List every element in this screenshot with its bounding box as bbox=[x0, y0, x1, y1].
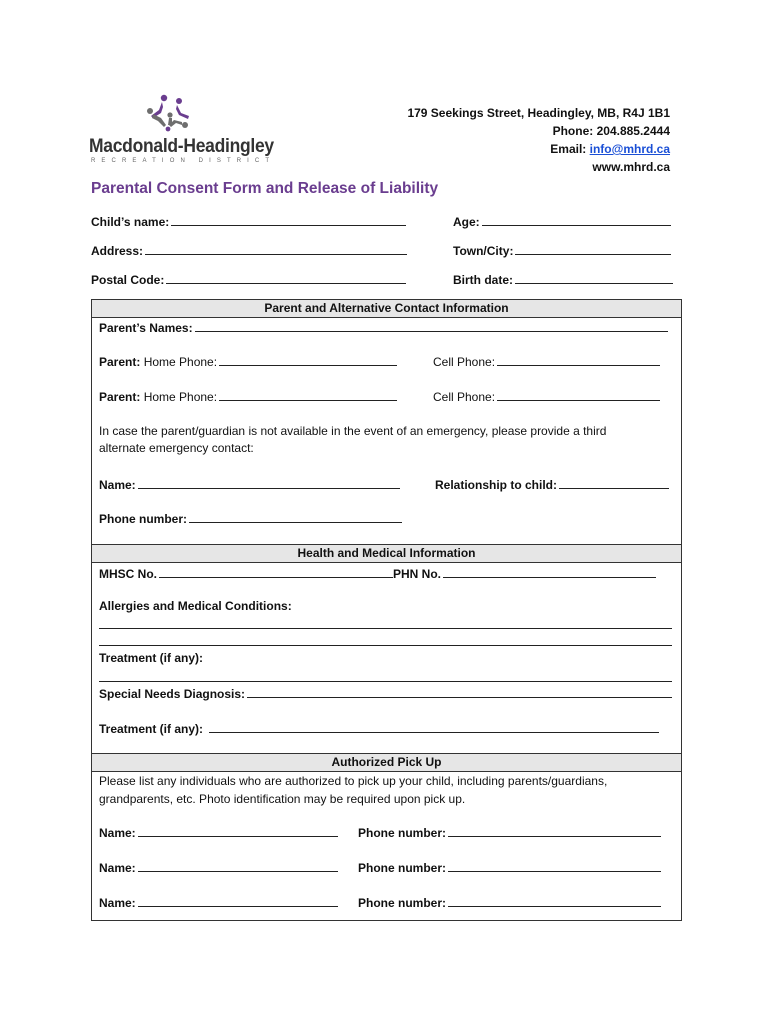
pickup-phone-field-2[interactable] bbox=[358, 860, 661, 876]
town-line[interactable] bbox=[515, 243, 671, 255]
special-needs-field[interactable] bbox=[99, 686, 672, 702]
phn-label: PHN No. bbox=[393, 567, 441, 581]
pickup-heading: Authorized Pick Up bbox=[92, 754, 681, 772]
org-name: Macdonald-Headingley bbox=[89, 136, 274, 157]
parent1-label: Parent: bbox=[99, 355, 141, 369]
allergies-line-2[interactable] bbox=[99, 645, 672, 646]
emergency-phone-field[interactable] bbox=[99, 511, 402, 527]
parent1-cell-phone-field[interactable] bbox=[433, 354, 660, 370]
parent2-label: Parent: bbox=[99, 390, 141, 404]
health-heading: Health and Medical Information bbox=[92, 545, 681, 563]
parent1-cell-label: Cell Phone: bbox=[433, 355, 496, 369]
pickup-instructions-2: grandparents, etc. Photo identification may be required upon pick up. bbox=[99, 792, 466, 806]
parent2-cell-phone-field[interactable] bbox=[433, 389, 660, 405]
pickup-name-field-2[interactable] bbox=[99, 860, 338, 876]
birth-line[interactable] bbox=[515, 272, 673, 284]
pickup-phone-label-2: Phone number: bbox=[358, 861, 447, 875]
pickup-phone-field-1[interactable] bbox=[358, 825, 661, 841]
pickup-name-line-1[interactable] bbox=[138, 825, 338, 837]
pickup-name-label-3: Name: bbox=[99, 896, 136, 910]
parents-names-label: Parent’s Names: bbox=[99, 321, 193, 335]
relationship-field[interactable] bbox=[435, 477, 669, 493]
org-tagline: RECREATION DISTRICT bbox=[91, 158, 276, 164]
pickup-phone-field-3[interactable] bbox=[358, 895, 661, 911]
parent1-home-line[interactable] bbox=[219, 354, 397, 366]
postal-field[interactable] bbox=[91, 272, 406, 288]
pickup-phone-line-2[interactable] bbox=[448, 860, 661, 872]
parent1-cell-line[interactable] bbox=[497, 354, 660, 366]
mhsc-field[interactable] bbox=[99, 566, 656, 582]
form-box bbox=[91, 299, 682, 921]
town-label: Town/City: bbox=[453, 244, 514, 258]
emergency-instructions-2: alternate emergency contact: bbox=[99, 441, 254, 455]
org-phone: Phone: 204.885.2444 bbox=[552, 124, 670, 138]
org-address: 179 Seekings Street, Headingley, MB, R4J 1B1 bbox=[407, 106, 670, 120]
emergency-instructions: In case the parent/guardian is not available in the event of an emergency, please provide a third bbox=[99, 424, 607, 438]
parents-names-line[interactable] bbox=[195, 320, 668, 332]
emergency-phone-line[interactable] bbox=[189, 511, 402, 523]
mhsc-line[interactable] bbox=[159, 566, 393, 578]
pickup-name-line-2[interactable] bbox=[138, 860, 338, 872]
birth-field[interactable] bbox=[453, 272, 673, 288]
postal-line[interactable] bbox=[166, 272, 406, 284]
email-link[interactable]: info@mhrd.ca bbox=[589, 142, 670, 156]
emergency-name-field[interactable] bbox=[99, 477, 400, 493]
org-website[interactable]: www.mhrd.ca bbox=[592, 160, 670, 174]
age-label: Age: bbox=[453, 215, 480, 229]
age-field[interactable] bbox=[453, 214, 671, 230]
emergency-phone-label: Phone number: bbox=[99, 512, 188, 526]
pickup-phone-label-1: Phone number: bbox=[358, 826, 447, 840]
contacts-heading: Parent and Alternative Contact Information bbox=[92, 300, 681, 318]
age-line[interactable] bbox=[482, 214, 671, 226]
relationship-line[interactable] bbox=[559, 477, 669, 489]
mhsc-label: MHSC No. bbox=[99, 567, 157, 581]
parent2-cell-line[interactable] bbox=[497, 389, 660, 401]
phn-line[interactable] bbox=[443, 566, 656, 578]
child-name-label: Child’s name: bbox=[91, 215, 170, 229]
birth-label: Birth date: bbox=[453, 273, 513, 287]
pickup-name-line-3[interactable] bbox=[138, 895, 338, 907]
parent2-cell-label: Cell Phone: bbox=[433, 390, 496, 404]
relationship-label: Relationship to child: bbox=[435, 478, 557, 492]
pickup-name-label-1: Name: bbox=[99, 826, 136, 840]
treatment2-field[interactable] bbox=[99, 721, 659, 737]
parent2-home-line[interactable] bbox=[219, 389, 397, 401]
special-needs-line[interactable] bbox=[247, 686, 672, 698]
pickup-name-field-3[interactable] bbox=[99, 895, 338, 911]
emergency-name-line[interactable] bbox=[138, 477, 400, 489]
treatment-line[interactable] bbox=[99, 681, 672, 682]
org-logo bbox=[89, 92, 276, 164]
treatment2-label: Treatment (if any): bbox=[99, 722, 204, 736]
pickup-phone-line-1[interactable] bbox=[448, 825, 661, 837]
address-line[interactable] bbox=[145, 243, 407, 255]
parent2-home-phone-field[interactable] bbox=[99, 389, 397, 405]
address-field[interactable] bbox=[91, 243, 407, 259]
form-title: Parental Consent Form and Release of Liability bbox=[91, 180, 439, 197]
allergies-line-1[interactable] bbox=[99, 628, 672, 629]
parent2-home-label: Home Phone: bbox=[143, 390, 218, 404]
pickup-phone-label-3: Phone number: bbox=[358, 896, 447, 910]
child-name-field[interactable] bbox=[91, 214, 406, 230]
special-needs-label: Special Needs Diagnosis: bbox=[99, 687, 246, 701]
pickup-instructions: Please list any individuals who are authorized to pick up your child, including parents/guardians, bbox=[99, 774, 608, 788]
allergies-label: Allergies and Medical Conditions: bbox=[99, 599, 292, 613]
pickup-name-label-2: Name: bbox=[99, 861, 136, 875]
emergency-name-label: Name: bbox=[99, 478, 136, 492]
org-email-row bbox=[550, 142, 670, 157]
address-label: Address: bbox=[91, 244, 144, 258]
treatment2-line[interactable] bbox=[209, 721, 659, 733]
parent1-home-phone-field[interactable] bbox=[99, 354, 397, 370]
email-label: Email: bbox=[550, 142, 587, 156]
town-field[interactable] bbox=[453, 243, 671, 259]
child-name-line[interactable] bbox=[171, 214, 406, 226]
postal-label: Postal Code: bbox=[91, 273, 165, 287]
treatment-label: Treatment (if any): bbox=[99, 651, 204, 665]
pickup-name-field-1[interactable] bbox=[99, 825, 338, 841]
parent1-home-label: Home Phone: bbox=[143, 355, 218, 369]
parents-names-field[interactable] bbox=[99, 320, 668, 336]
pickup-phone-line-3[interactable] bbox=[448, 895, 661, 907]
